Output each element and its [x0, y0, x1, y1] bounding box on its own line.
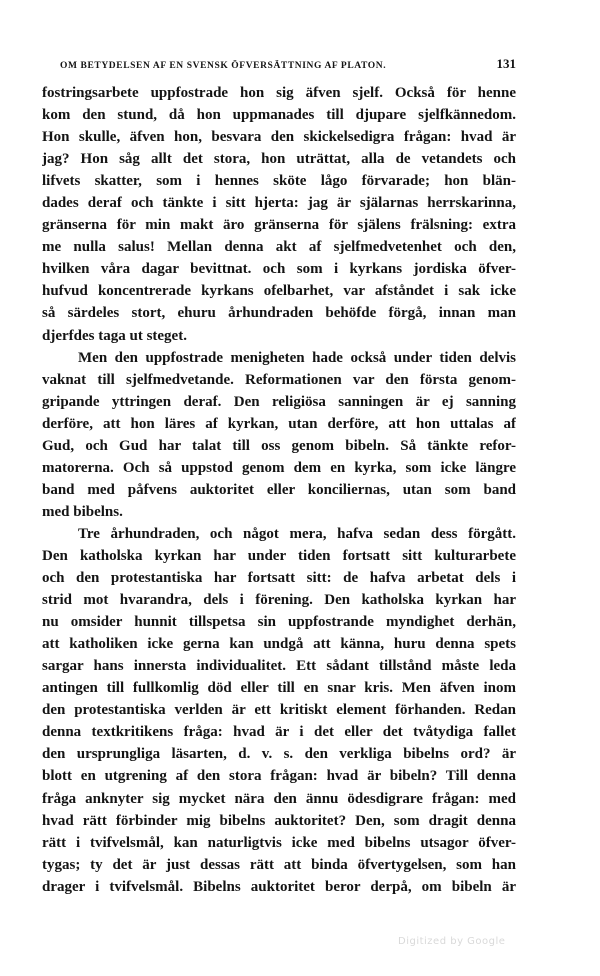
text-line: djerfdes taga ut steget.: [42, 327, 187, 344]
scan-watermark: Digitized by Google: [398, 936, 506, 947]
text-line: jag? Hon såg allt det stora, hon uträttat, alla de vetandets och: [42, 151, 516, 168]
text-line: denna textkritikens fråga: hvad är i det eller det tvåtydiga fallet: [42, 724, 516, 741]
body-text: [42, 82, 516, 898]
text-line: med bibelns.: [42, 503, 123, 520]
text-line: att katholiken icke gerna kan undgå att känna, huru denna spets: [42, 636, 516, 653]
text-line: derföre, att hon läres af kyrkan, utan derföre, att hon uttalas af: [42, 415, 516, 432]
text-line: gränserna för min makt äro gränserna för själens frälsning: extra: [42, 217, 516, 234]
text-line: matorerna. Och så uppstod genom dem en kyrka, som icke längre: [42, 459, 516, 476]
text-line: strid mot hvarandra, dels i förening. Den katholska kyrkan har: [42, 592, 516, 609]
running-title: OM BETYDELSEN AF EN SVENSK ÖFVERSÄTTNING AF PLATON.: [60, 61, 387, 71]
text-line: Hon skulle, äfven hon, besvara den skickelsedigra frågan: hvad är: [42, 129, 516, 146]
book-page: [42, 56, 516, 898]
text-line: hvilken våra dagar bevittnat. och som i kyrkans jordiska öfver-: [42, 261, 516, 278]
page-number: 131: [496, 56, 516, 71]
text-line: hvad rätt förbinder mig bibelns auktoritet? Den, som dragit denna: [42, 812, 516, 829]
text-line: antingen till fullkomlig död eller till en snar kris. Men äfven inom: [42, 680, 516, 697]
text-line: kom den stund, då hon uppmanades till djupare sjelfkännedom.: [42, 107, 516, 124]
text-line: fostringsarbete uppfostrade hon sig äfven sjelf. Också för henne: [42, 85, 516, 101]
text-line: rätt i tvifvelsmål, kan naturligtvis icke med bibelns utsagor öfver-: [42, 834, 516, 851]
text-line: Den katholska kyrkan har under tiden fortsatt sitt kulturarbete: [42, 547, 516, 564]
text-line: Gud, och Gud har talat till oss genom bibeln. Så tänkte refor-: [42, 437, 516, 454]
text-line: band med påfvens auktoritet eller konciliernas, utan som band: [42, 481, 516, 498]
text-line: den protestantiska verlden är ett kritiskt element förhanden. Redan: [42, 702, 516, 719]
text-line: hufvud koncentrerade kyrkans ofelbarhet, var afståndet i sak icke: [42, 283, 516, 300]
text-line: den ursprungliga läsarten, d. v. s. den verkliga bibelns ord? är: [42, 746, 516, 763]
text-line: nu omsider hunnit tillspetsa sin uppfostrande myndighet derhän,: [42, 614, 516, 631]
text-line: dades deraf och tänkte i sitt hjerta: jag är själarnas herrskarinna,: [42, 195, 516, 212]
text-line: me nulla salus! Mellan denna akt af sjelfmedvetenhet och den,: [42, 239, 516, 256]
text-line: sargar hans innersta individualitet. Ett sådant tillstånd måste leda: [42, 658, 516, 675]
paragraph-first-line: Tre århundraden, och något mera, hafva sedan dess förgått.: [78, 525, 516, 542]
text-line: gripande yttringen deraf. Den religiösa sanningen är ej sanning: [42, 393, 516, 410]
paragraph-first-line: Men den uppfostrade menigheten hade också under tiden delvis: [78, 349, 516, 366]
text-line: blott en utgrening af den stora frågan: hvad är bibeln? Till denna: [42, 768, 516, 785]
text-line: lifvets skatter, som i hennes sköte lågo förvarade; hon blän-: [42, 173, 516, 190]
text-line: drager i tvifvelsmål. Bibelns auktoritet beror derpå, om bibeln är: [42, 878, 516, 895]
text-line: vaknat till sjelfmedvetande. Reformationen var den första genom-: [42, 371, 516, 388]
text-line: fråga anknyter sig mycket nära den ännu ödesdigrare frågan: med: [42, 790, 516, 807]
text-line: så särdeles stort, ehuru århundraden behöfde förgå, innan man: [42, 305, 516, 322]
running-head: [60, 56, 516, 70]
text-line: tygas; ty det är just dessas rätt att binda öfvertygelsen, som han: [42, 856, 516, 873]
text-line: och den protestantiska har fortsatt sitt: de hafva arbetat dels i: [42, 570, 516, 587]
